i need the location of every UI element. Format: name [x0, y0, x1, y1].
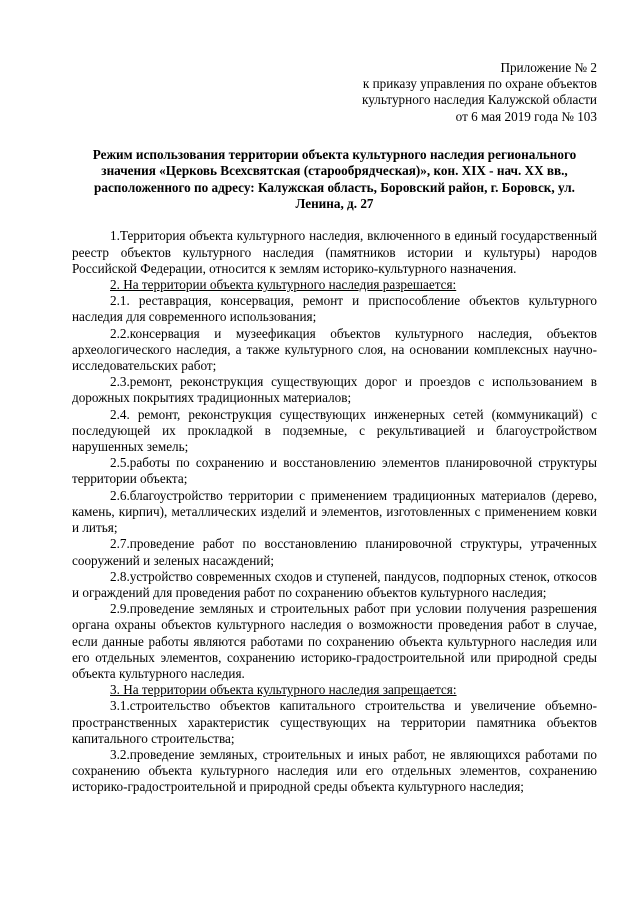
section-2-item: 2.2.консервация и музеефикация объектов культурного наследия, объектов археологического наследия, а также культурного слоя, на основании комплексных научно-исследовательских работ;	[72, 325, 597, 374]
appendix-authority-line: культурного наследия Калужской области	[362, 92, 597, 108]
document-title: Режим использования территории объекта культурного наследия регионального значения «Церковь Всехсвятская (старообрядческая)», кон. XIX - нач. XX вв., расположенного по адресу: Калужская область, Боровский район, г. Боровск, ул. Ленина, д. 27	[92, 146, 577, 212]
appendix-order-line: к приказу управления по охране объектов	[362, 76, 597, 92]
appendix-number: Приложение № 2	[500, 60, 597, 75]
appendix-date-line: от 6 мая 2019 года № 103	[455, 108, 597, 124]
appendix-header	[72, 60, 597, 125]
section-2-item: 2.4. ремонт, реконструкция существующих инженерных сетей (коммуникаций) с последующей их прокладкой в подземные, с рекультивацией и благоустройством нарушенных земель;	[72, 406, 597, 455]
section-2-item: 2.5.работы по сохранению и восстановлению элементов планировочной структуры территории объекта;	[72, 455, 597, 487]
section-3-item: 3.1.строительство объектов капитального строительства и увеличение объемно-пространственных характеристик существующих на территории памятника объектов капитального строительства;	[72, 698, 597, 746]
section-2-item: 2.7.проведение работ по восстановлению планировочной структуры, утраченных сооружений и зеленых насаждений;	[72, 536, 597, 568]
section-2-item: 2.9.проведение земляных и строительных работ при условии получения разрешения органа охраны объектов культурного наследия о возможности проведения работ в случае, если данные работы являются работами по сохранению объекта культурного наследия или его отдельных элементов, сохранению историко-градостроительной или природной среды объекта культурного наследия.	[72, 601, 597, 681]
section-2-item: 2.6.благоустройство территории с применением традиционных материалов (дерево, камень, кирпич), металлических изделий и элементов, изготовленных с применением ковки и литья;	[72, 487, 597, 536]
section-2-heading: 2. На территории объекта культурного наследия разрешается:	[110, 277, 457, 293]
section-2-item: 2.1. реставрация, консервация, ремонт и приспособление объектов культурного наследия для современного использования;	[72, 293, 597, 325]
document-page	[72, 60, 597, 796]
section-1-paragraph: 1.Территория объекта культурного наследия, включенного в единый государственный реестр объектов культурного наследия (памятников истории и культуры) народов Российской Федерации, относится к землям историко-культурного назначения.	[72, 228, 597, 276]
section-3-item: 3.2.проведение земляных, строительных и иных работ, не являющихся работами по сохранению объекта культурного наследия или его отдельных элементов, сохранению историко-градостроительной и природной среды объекта культурного наследия;	[72, 746, 597, 795]
section-2-item: 2.3.ремонт, реконструкция существующих дорог и проездов с использованием в дорожных покрытиях традиционных материалов;	[72, 374, 597, 406]
section-3-heading: 3. На территории объекта культурного наследия запрещается:	[110, 682, 457, 698]
section-2-item: 2.8.устройство современных сходов и ступеней, пандусов, подпорных стенок, откосов и ограждений для проведения работ по сохранению объектов культурного наследия;	[72, 568, 597, 600]
